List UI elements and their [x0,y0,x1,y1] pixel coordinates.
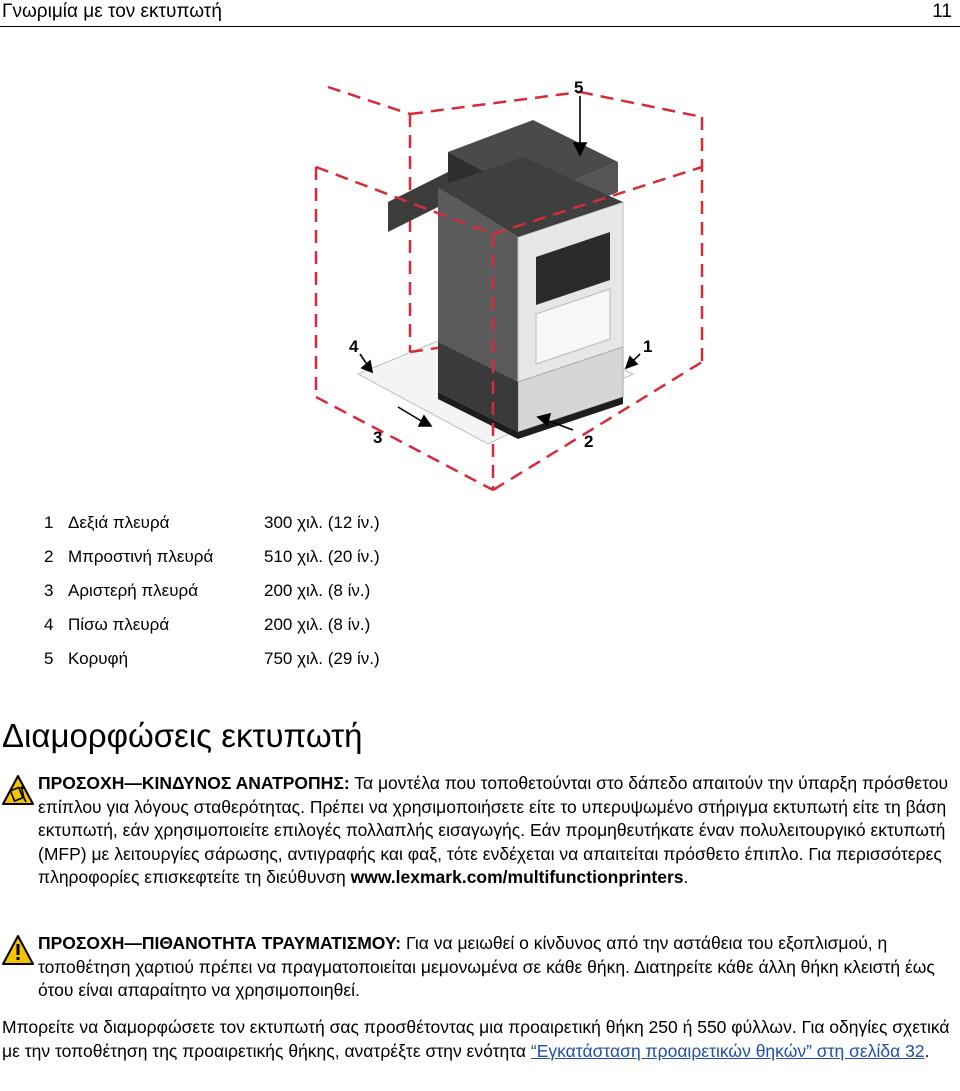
body-text: Μπορείτε να διαμορφώσετε τον εκτυπωτή σας προσθέτοντας μια προαιρετική θήκη 250 ή 550 φύλλων. Για οδηγίες σχετικά με την τοποθέτηση της προαιρετικής θήκης, ανατρέξτε στην ενότητα [2,1017,950,1061]
row-number: 3 [44,581,54,600]
row-number: 1 [44,513,54,532]
install-trays-xref-link[interactable]: “Εγκατάσταση προαιρετικών θηκών” στη σελίδα 32 [530,1040,925,1061]
body-paragraph [2,1016,958,1063]
side-label: Μπροστινή πλευρά [68,547,214,566]
side-label: Πίσω πλευρά [68,615,170,634]
row-number: 2 [44,547,54,566]
body-text-end: . [924,1040,930,1061]
callout-1: 1 [643,337,653,356]
clearance-value: 510 χιλ. (20 ίν.) [264,547,380,566]
side-label: Αριστερή πλευρά [68,581,199,600]
table-row [44,574,380,608]
callout-2: 2 [584,432,594,451]
clearance-value: 300 χιλ. (12 ίν.) [264,513,380,532]
clearance-value: 200 χιλ. (8 ίν.) [264,581,371,600]
caution-text: Για να μειωθεί ο κίνδυνος από την αστάθεια του εξοπλισμού, η τοποθέτηση χαρτιού πρέπει να πραγματοποιείται μεμονωμένα σε κάθε θήκη. Διατηρείτε κάθε άλλη θήκη κλειστή έως ότου είναι απαραίτητο να χρησιμοποιηθεί. [38,933,935,1000]
injury-warning-icon [2,934,34,966]
page-number: 11 [932,1,952,22]
chapter-title: Γνωριμία με τον εκτυπωτή [2,1,222,22]
table-row [44,608,380,642]
caution-label: ΠΡΟΣΟΧΗ—ΚΙΝΔΥΝΟΣ ΑΝΑΤΡΟΠΗΣ: [38,773,350,793]
callout-4: 4 [349,337,359,356]
tip-over-warning-icon [2,774,34,806]
row-number: 5 [44,649,54,668]
row-number: 4 [44,615,54,634]
clearance-value: 750 χιλ. (29 ίν.) [264,649,380,668]
side-label: Δεξιά πλευρά [68,513,170,532]
tip-over-caution [38,772,958,890]
clearance-table [44,506,380,676]
callout-3: 3 [373,428,383,447]
table-row [44,540,380,574]
page-header [0,0,960,27]
clearance-figure [288,52,716,498]
callout-5: 5 [574,78,584,97]
caution-text: Τα μοντέλα που τοποθετούνται στο δάπεδο απαιτούν την ύπαρξη πρόσθετου επίπλου για λόγους σταθερότητας. Πρέπει να χρησιμοποιήσετε είτε το υπερυψωμένο στήριγμα εκτυπωτή είτε τη βάση εκτυπωτή, εάν χρησιμοποιείτε επιλογές πολλαπλής εισαγωγής. Εάν προμηθευτήκατε έναν πολυλειτουργικό εκτυπωτή (MFP) με λειτουργίες σάρωσης, αντιγραφής και φαξ, τότε ενδέχεται να απαιτείται πρόσθετο έπιπλο. Για περισσότερες πληροφορίες επισκεφτείτε τη διεύθυνση [38,773,949,887]
side-label: Κορυφή [68,649,129,668]
table-row [44,506,380,540]
caution-text-end: . [683,867,689,887]
section-title: Διαμορφώσεις εκτυπωτή [2,717,363,754]
multifunction-printers-link[interactable]: www.lexmark.com/multifunctionprinters [350,867,684,887]
injury-caution [38,932,958,1003]
table-row [44,642,380,676]
printer-clearance-illustration [288,52,716,498]
caution-label: ΠΡΟΣΟΧΗ—ΠΙΘΑΝΟΤΗΤΑ ΤΡΑΥΜΑΤΙΣΜΟΥ: [38,933,402,953]
clearance-value: 200 χιλ. (8 ίν.) [264,615,371,634]
